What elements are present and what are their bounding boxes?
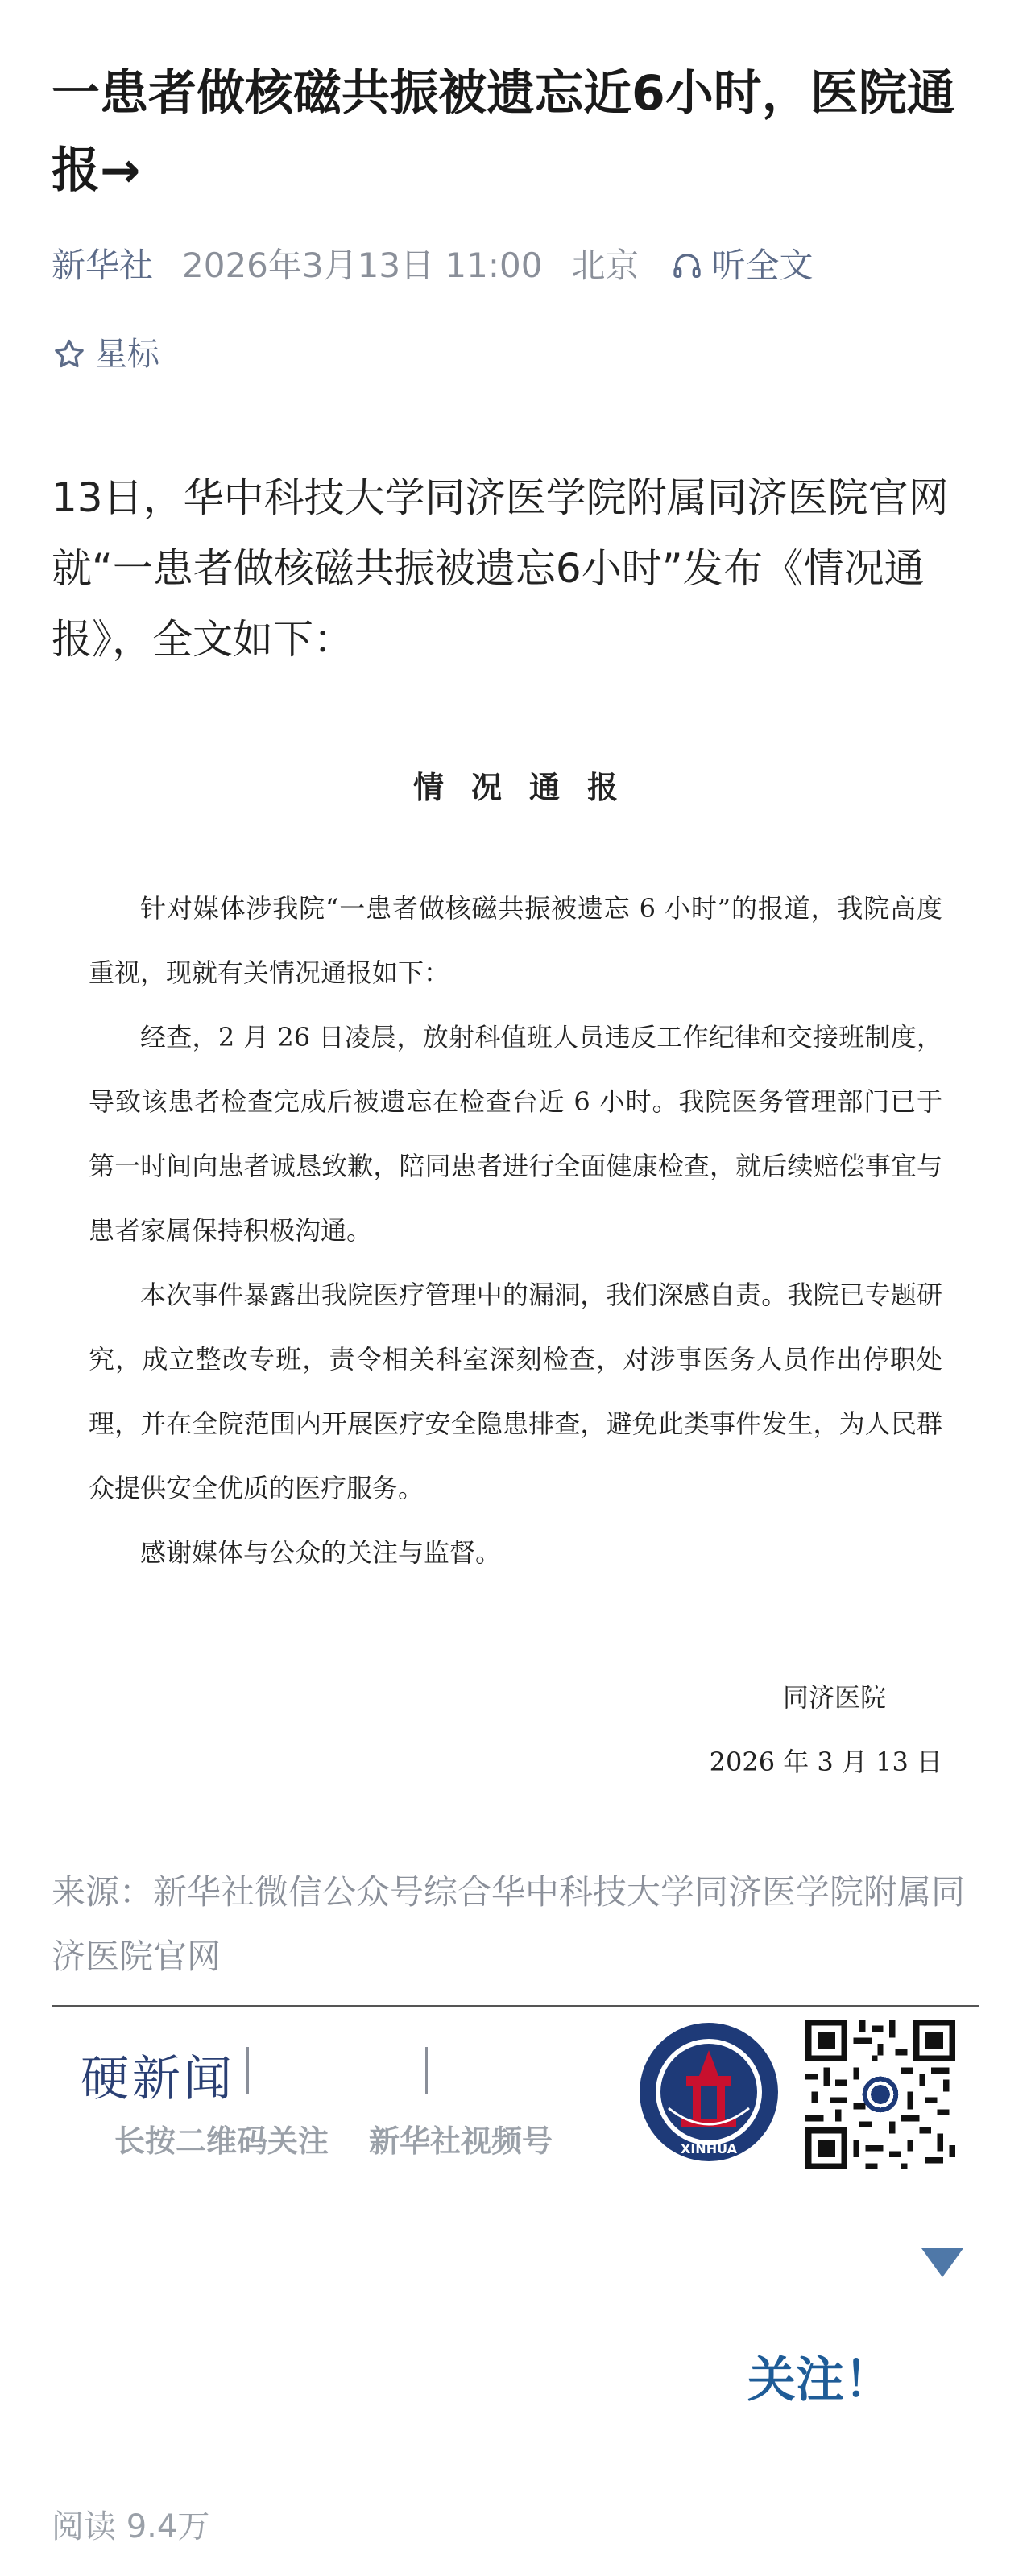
channel-caption: 新华社视频号 bbox=[369, 2123, 553, 2159]
notice-paragraph: 针对媒体涉我院“一患者做核磁共振被遗忘 6 小时”的报道，我院高度重视，现就有关情况通报如下： bbox=[89, 893, 942, 988]
star-icon bbox=[52, 337, 87, 372]
read-count: 阅读 9.4万 bbox=[52, 2508, 210, 2545]
qr-caption: 长按二维码关注 bbox=[114, 2123, 329, 2159]
notice-date: 2026 年 3 月 13 日 bbox=[709, 1747, 942, 1777]
notice-signature: 同济医院 bbox=[782, 1682, 886, 1713]
notice-paragraph: 经查，2 月 26 日凌晨，放射科值班人员违反工作纪律和交接班制度，导致该患者检查完成后被遗忘在检查台近 6 小时。我院医务管理部门已于第一时间向患者诚恳致歉，陪同患者进行全面健康检查，就后续赔偿事宜与患者家属保持积极沟通。 bbox=[89, 1022, 942, 1246]
star-button[interactable] bbox=[52, 330, 159, 378]
qr-code[interactable] bbox=[805, 2020, 955, 2173]
article-intro: 13日，华中科技大学同济医学院附属同济医院官网就“一患者做核磁共振被遗忘6小时”发布《情况通报》，全文如下： bbox=[52, 474, 949, 663]
notice-paragraph: 感谢媒体与公众的关注与监督。 bbox=[140, 1537, 502, 1568]
star-label: 星标 bbox=[95, 336, 159, 373]
xinhua-logo bbox=[636, 2020, 781, 2168]
logo-text: XINHUA bbox=[681, 2141, 737, 2156]
listen-button[interactable] bbox=[671, 242, 813, 290]
follow-label[interactable]: 关注！ bbox=[747, 2352, 892, 2409]
footer-divider bbox=[52, 2005, 979, 2007]
listen-label: 听全文 bbox=[711, 246, 814, 285]
article-source[interactable]: 新华社 bbox=[52, 246, 154, 285]
notice-title: 情况通报 bbox=[412, 769, 645, 805]
down-arrow-icon bbox=[920, 2247, 965, 2282]
source-attribution: 来源：新华社微信公众号综合华中科技大学同济医学院附属同济医院官网 bbox=[52, 1872, 966, 1976]
headphones-icon bbox=[671, 250, 703, 282]
brand-name: 硬新闻 bbox=[81, 2051, 235, 2107]
article-title: 一患者做核磁共振被遗忘近6小时，医院通报→ bbox=[52, 65, 955, 199]
footer-brand bbox=[81, 2036, 580, 2159]
notice-paragraph: 本次事件暴露出我院医疗管理中的漏洞，我们深感自责。我院已专题研究，成立整改专班，责令相关科室深刻检查，对涉事医务人员作出停职处理，并在全院范围内开展医疗安全隐患排查，避免此类事件发生，为人民群众提供安全优质的医疗服务。 bbox=[89, 1280, 942, 1503]
article-meta bbox=[52, 242, 978, 290]
notice-image bbox=[89, 741, 942, 1794]
divider-bar bbox=[425, 2047, 428, 2094]
divider-bar bbox=[246, 2047, 249, 2094]
article-datetime: 2026年3月13日 11:00 bbox=[182, 246, 543, 285]
article-location: 北京 bbox=[571, 246, 640, 285]
